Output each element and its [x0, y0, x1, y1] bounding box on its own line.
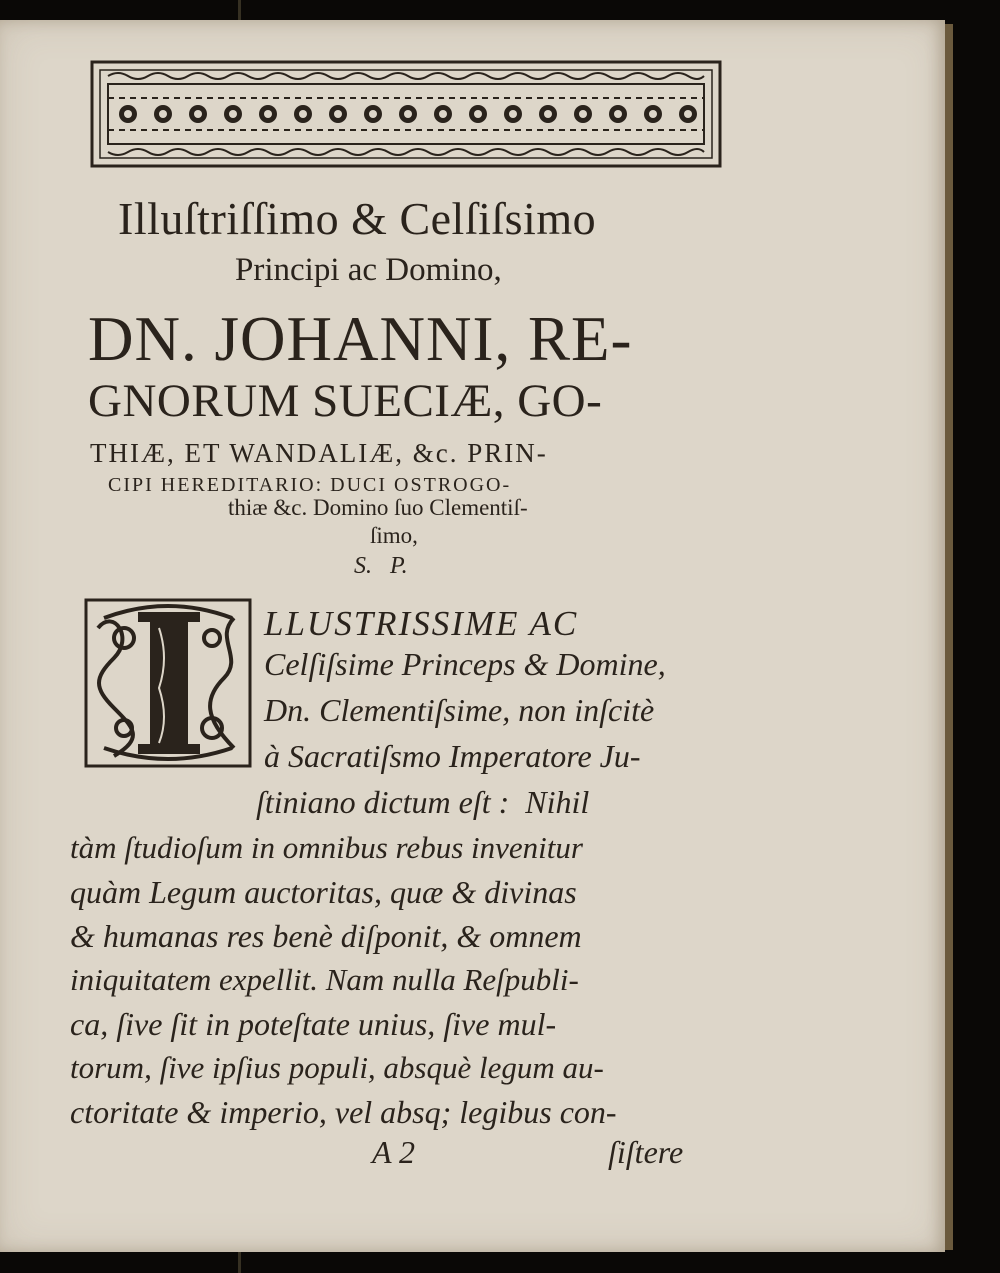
- salutation: S. P.: [354, 553, 408, 579]
- body-line-10: ca, ſive ſit in poteſtate unius, ſive mul-: [70, 1006, 557, 1042]
- body-line-1: LLUSTRISSIME AC: [264, 604, 579, 643]
- dropcap-letter: I: [168, 598, 169, 599]
- body-line-7: quàm Legum auctoritas, quæ & divinas: [70, 874, 577, 910]
- signature-mark: A 2: [372, 1134, 415, 1170]
- decorated-initial-letter: [84, 598, 252, 768]
- body-line-8: & humanas res benè diſponit, & omnem: [70, 918, 582, 954]
- body-line-3: Dn. Clementiſsime, non inſcitè: [264, 692, 655, 728]
- ornamental-border: [88, 58, 724, 178]
- body-line-6: tàm ſtudioſum in omnibus rebus invenitur: [70, 830, 583, 865]
- title-line-8: ſimo,: [370, 523, 418, 548]
- title-line-5: THIÆ, ET WANDALIÆ, &c. PRIN-: [90, 438, 548, 468]
- title-line-7: thiæ &c. Domino ſuo Clementiſ-: [228, 495, 528, 520]
- title-line-3: DN. JOHANNI, RE-: [88, 304, 633, 374]
- body-line-12: ctoritate & imperio, vel absq; legibus con-: [70, 1094, 617, 1130]
- title-line-6: CIPI HEREDITARIO: DUCI OSTROGO-: [108, 474, 512, 496]
- catchword: ſiſtere: [608, 1134, 684, 1170]
- body-line-4: à Sacratiſsmo Imperatore Ju-: [264, 738, 641, 774]
- title-line-4: GNORUM SUECIÆ, GO-: [88, 375, 603, 427]
- title-line-1: Illuſtriſſimo & Celſiſsimo: [118, 193, 597, 244]
- page-edge: [945, 24, 953, 1250]
- body-line-5: ſtiniano dictum eſt : Nihil: [256, 784, 590, 820]
- body-line-9: iniquitatem expellit. Nam nulla Reſpubli-: [70, 962, 579, 997]
- body-line-11: torum, ſive ipſius populi, absquè legum au-: [70, 1050, 604, 1085]
- body-line-2: Celſiſsime Princeps & Domine,: [264, 646, 666, 682]
- title-line-2: Principi ac Domino,: [235, 252, 502, 288]
